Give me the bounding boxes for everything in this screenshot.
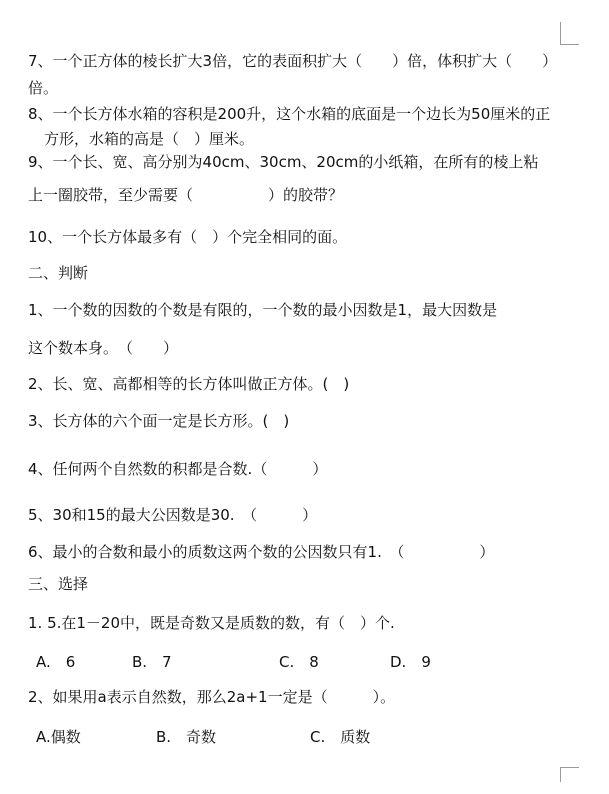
question-9-line-2: 上一圈胶带，至少需要（ ）的胶带？ <box>28 186 344 204</box>
question-10: 10、一个长方体最多有（ ）个完全相同的面。 <box>28 228 348 246</box>
judgment-1-line-2: 这个数本身。 （ ） <box>28 339 179 357</box>
question-9-line-1: 9、一个长、宽、高分别为40cm、30cm、20cm的小纸箱，在所有的棱上粘 <box>28 153 539 171</box>
section-judgment-heading: 二、判断 <box>28 264 89 282</box>
choice-2-option-b: B. 奇数 <box>156 728 217 746</box>
choice-1-option-b: B. 7 <box>132 653 172 671</box>
judgment-6: 6、最小的合数和最小的质数这两个数的公因数只有1. （ ） <box>28 543 495 561</box>
question-7-line-1: 7、一个正方体的棱长扩大3倍，它的表面积扩大（ ）倍，体积扩大（ ） <box>28 52 558 70</box>
choice-1-question: 1. 5.在1－20中，既是奇数又是质数的数，有（ ）个. <box>28 614 395 632</box>
choice-2-option-c: C. 质数 <box>310 728 371 746</box>
judgment-3: 3、长方体的六个面一定是长方形。( ) <box>28 412 290 430</box>
choice-1-option-c: C. 8 <box>279 653 319 671</box>
page-corner-mark-top <box>560 22 579 45</box>
question-8-line-1: 8、一个长方体水箱的容积是200升，这个水箱的底面是一个边长为50厘米的正 <box>28 105 551 123</box>
question-8-line-2: 方形，水箱的高是（ ）厘米。 <box>44 130 255 148</box>
question-7-line-2: 倍。 <box>28 79 59 97</box>
choice-2-question: 2、如果用a表示自然数，那么2a+1一定是（ ）。 <box>28 688 396 706</box>
choice-1-option-a: A. 6 <box>36 653 76 671</box>
choice-2-option-a: A.偶数 <box>36 728 81 746</box>
page-corner-mark-bottom <box>560 767 579 782</box>
judgment-5: 5、30和15的最大公因数是30. （ ） <box>28 506 318 524</box>
judgment-1-line-1: 1、一个数的因数的个数是有限的，一个数的最小因数是1，最大因数是 <box>28 301 498 319</box>
judgment-2: 2、长、宽、高都相等的长方体叫做正方体。( ) <box>28 375 350 393</box>
section-choice-heading: 三、选择 <box>28 575 89 593</box>
choice-1-option-d: D. 9 <box>390 653 431 671</box>
judgment-4: 4、任何两个自然数的积都是合数.（ ） <box>28 460 328 478</box>
